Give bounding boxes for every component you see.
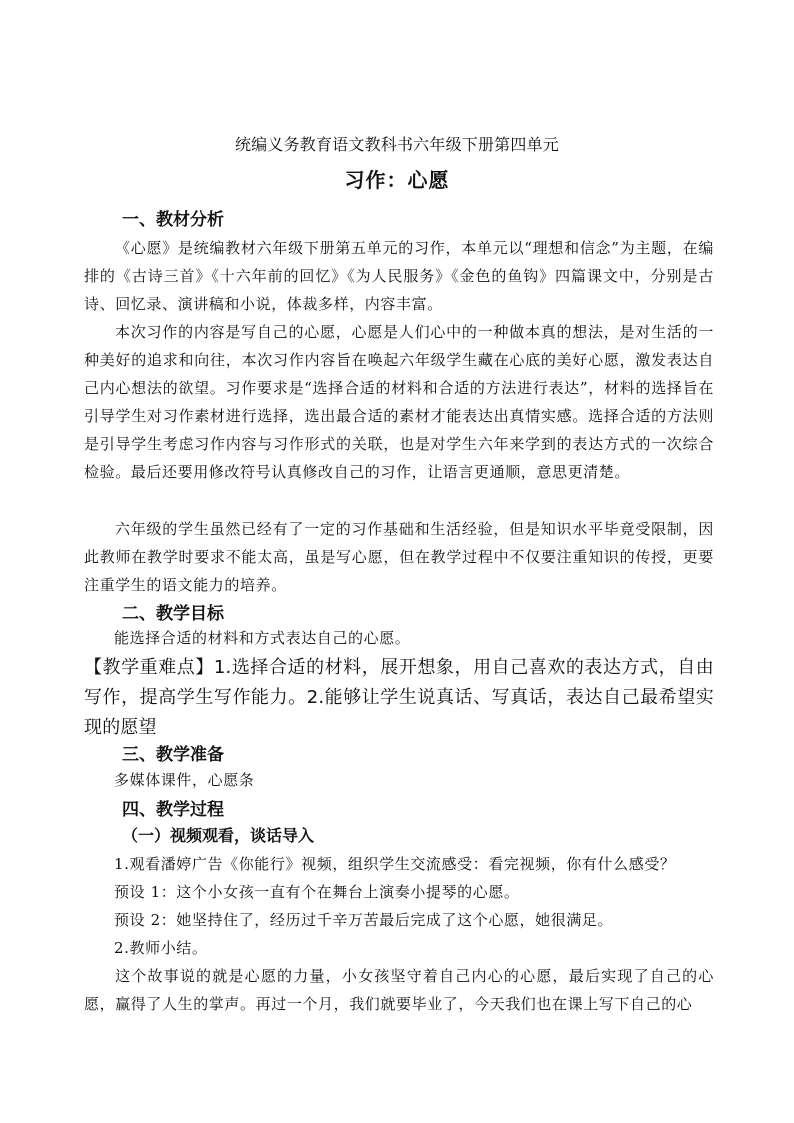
process-line-4: 2.教师小结。 (114, 939, 208, 957)
section-heading-process: 四、教学过程 (122, 800, 224, 820)
process-line-2: 预设 1：这个小女孩一直有个在舞台上演奏小提琴的心愿。 (114, 883, 520, 901)
key-points-text: 1.选择合适的材料，展开想象，用自己喜欢的表达方式，自由写作，提高学生写作能力。2.能够让学生说真话、写真话，表达自己最希望实现的愿望 (84, 657, 714, 738)
paragraph-process-closing: 这个故事说的就是心愿的力量，小女孩坚守着自己内心的心愿，最后实现了自己的心愿，赢得了人生的掌声。再过一个月，我们就要毕业了，今天我们也在课上写下自己的心 (84, 967, 714, 1013)
section-heading-preparation: 三、教学准备 (122, 745, 224, 765)
paragraph-analysis-2: 本次习作的内容是写自己的心愿，心愿是人们心中的一种做本真的想法，是对生活的一种美好的追求和向往，本次习作内容旨在唤起六年级学生藏在心底的美好心愿，激发表达自己内心想法的欲望。习作要求是“选择合适的材料和合适的方法进行表达”，材料的选择旨在引导学生对习作素材进行选择，选出最合适的素材才能表达出真情实感。选择合适的方法则是引导学生考虑习作内容与习作形式的关联，也是对学生六年来学到的表达方式的一次综合检验。最后还要用修改符号认真修改自己的习作，让语言更通顺，意思更清楚。 (84, 323, 714, 481)
preparation-line: 多媒体课件，心愿条 (114, 771, 255, 789)
section-heading-goals: 二、教学目标 (122, 604, 224, 624)
subsection-heading-intro: （一）视频观看，谈话导入 (122, 826, 315, 845)
goal-line: 能选择合适的材料和方式表达自己的心愿。 (114, 629, 411, 647)
document-title: 习作：心愿 (344, 168, 450, 192)
key-points-block (84, 653, 714, 743)
process-line-1: 1.观看潘婷广告《你能行》视频，组织学生交流感受：看完视频，你有什么感受？ (114, 855, 676, 873)
key-points-label: 【教学重难点】 (84, 657, 214, 678)
document-header: 统编义务教育语文教科书六年级下册第四单元 (234, 135, 559, 154)
paragraph-analysis-3: 六年级的学生虽然已经有了一定的习作基础和生活经验，但是知识水平毕竟受限制，因此教师在教学时要求不能太高，虽是写心愿，但在教学过程中不仅要注重知识的传授，更要注重学生的语文能力的培养。 (84, 520, 714, 594)
section-heading-analysis: 一、教材分析 (122, 210, 224, 230)
process-line-3: 预设 2：她坚持住了，经历过千辛万苦最后完成了这个心愿，她很满足。 (114, 911, 614, 929)
paragraph-analysis-1: 《心愿》是统编教材六年级下册第五单元的习作，本单元以“理想和信念”为主题，在编排的《古诗三首》《十六年前的回忆》《为人民服务》《金色的鱼钩》四篇课文中，分别是古诗、回忆录、演讲稿和小说，体裁多样，内容丰富。 (84, 239, 714, 313)
